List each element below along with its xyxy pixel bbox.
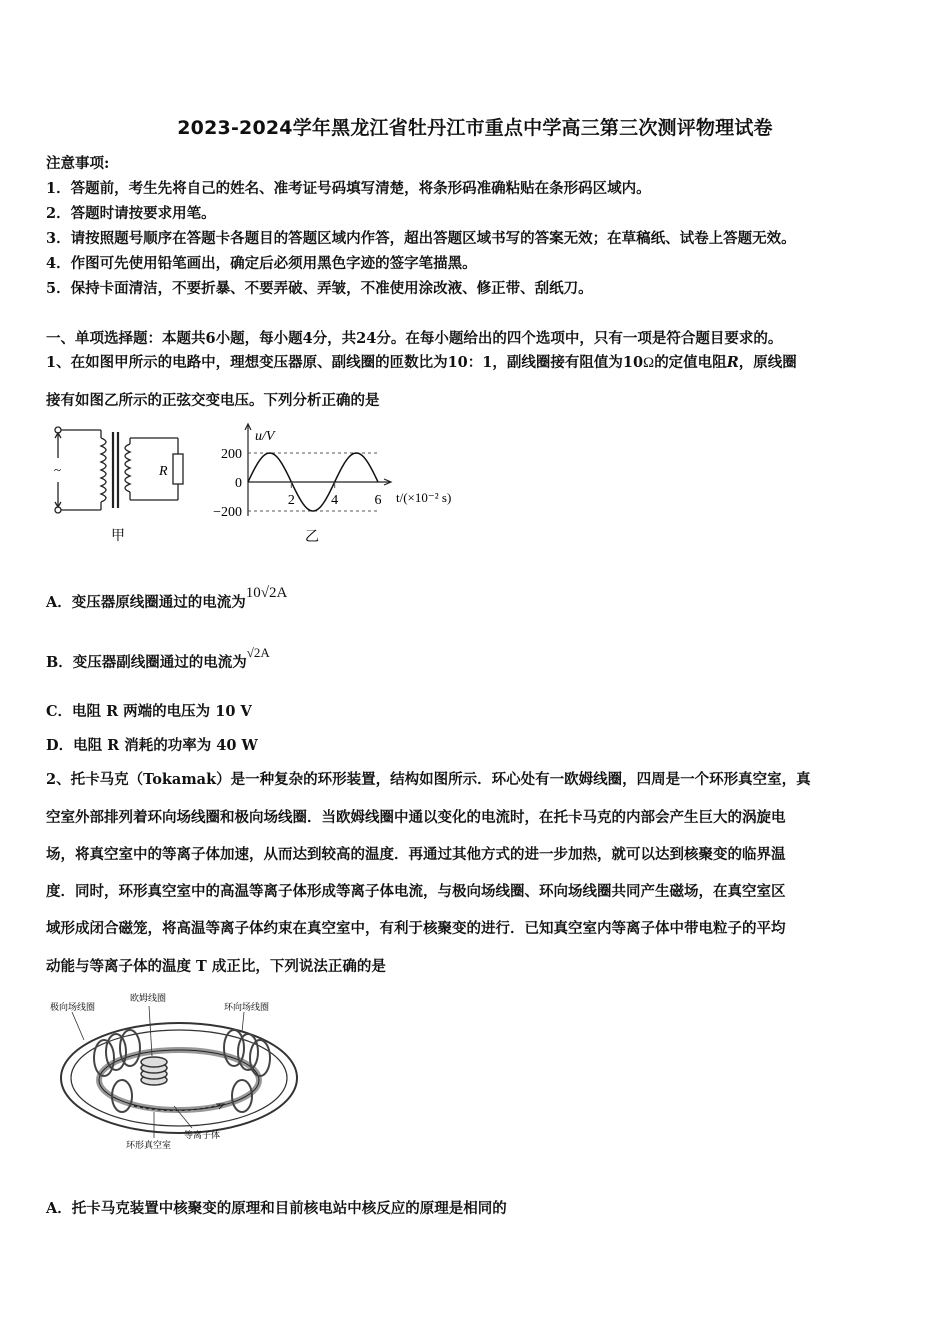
secondary-coil (125, 444, 130, 492)
page-title: 2023-2024学年黑龙江省牡丹江市重点中学高三第三次测评物理试卷 (177, 117, 773, 139)
voltage-sine-chart (200, 420, 480, 550)
y-axis-label: u/V (255, 429, 275, 444)
q2-line-1: 2、托卡马克（Tokamak）是一种复杂的环形装置，结构如图所示．环心处有一欧姆线圈，四周是一个环形真空室，真 (46, 771, 811, 788)
section-heading: 一、单项选择题：本题共6小题，每小题4分，共24分。在每小题给出的四个选项中，只有一项是符合题目要求的。 (46, 330, 783, 347)
q1-option-b[interactable] (46, 645, 270, 672)
notice-item-3: 3．请按照题号顺序在答题卡各题目的答题区域内作答，超出答题区域书写的答案无效；在草稿纸、试卷上答题无效。 (46, 230, 796, 247)
q1-option-c[interactable]: C．电阻 R 两端的电压为 10 V (46, 703, 252, 720)
label-plasma: 等离子体 (184, 1131, 221, 1141)
notice-item-2: 2．答题时请按要求用笔。 (46, 205, 216, 222)
option-a-text: A．变压器原线圈通过的电流为 (46, 594, 246, 611)
q1-line1-a: 1、在如图甲所示的电路中，理想变压器原、副线圈的匝数比为10：1，副线圈接有阻值为10 (46, 354, 644, 371)
notice-heading: 注意事项: (46, 155, 110, 172)
option-b-text: B．变压器副线圈通过的电流为 (46, 654, 247, 671)
x-tick-label: 4 (331, 493, 339, 508)
q2-line-6: 动能与等离子体的温度 T 成正比，下列说法正确的是 (46, 958, 386, 975)
y-tick-label: 0 (235, 476, 242, 491)
q1-line1-b: 的定值电阻 (654, 354, 727, 371)
q1-text-line1 (46, 351, 797, 372)
tokamak-figure (44, 988, 304, 1158)
q2-line-4: 度．同时，环形真空室中的高温等离子体形成等离子体电流，与极向场线圈、环向场线圈共同产生磁场，在真空室区 (46, 883, 786, 900)
label-poloidal-coil: 极向场线圈 (50, 1003, 96, 1013)
q2-option-a[interactable]: A．托卡马克装置中核聚变的原理和目前核电站中核反应的原理是相同的 (46, 1200, 507, 1217)
primary-coil (101, 438, 106, 502)
q1-text-line2: 接有如图乙所示的正弦交变电压。下列分析正确的是 (46, 392, 380, 409)
resistor (173, 454, 183, 484)
notice-item-1: 1．答题前，考生先将自己的姓名、准考证号码填写清楚，将条形码准确粘贴在条形码区域内。 (46, 180, 651, 197)
ohmic-coil-stack (141, 1057, 167, 1085)
q1-option-d[interactable]: D．电阻 R 消耗的功率为 40 W (46, 737, 258, 754)
figure-jia-label: 甲 (111, 528, 125, 544)
option-b-math: √2A (246, 645, 270, 660)
q1-resistor-symbol: R (726, 354, 739, 371)
x-axis-label: t/(×10⁻² s) (396, 490, 452, 505)
transformer-circuit-figure (46, 420, 196, 550)
notice-item-4: 4．作图可先使用铅笔画出，确定后必须用黑色字迹的签字笔描黑。 (46, 255, 477, 272)
x-tick-label: 2 (287, 493, 295, 508)
x-tick-label: 6 (374, 493, 382, 508)
figure-yi-label: 乙 (305, 529, 319, 545)
q1-line1-c: ，原线圈 (738, 354, 797, 371)
y-tick-label: −200 (213, 505, 242, 520)
label-vacuum-chamber: 环形真空室 (126, 1141, 172, 1151)
option-a-math: 10√2A (245, 585, 288, 601)
notice-item-5: 5．保持卡面清洁，不要折暴、不要弄破、弄皱，不准使用涂改液、修正带、刮纸刀。 (46, 280, 593, 297)
label-ohmic-coil: 欧姆线圈 (130, 994, 167, 1004)
q1-option-a[interactable] (46, 585, 288, 612)
ohm-symbol: Ω (643, 355, 655, 371)
label-toroidal-coil: 环向场线圈 (224, 1003, 270, 1013)
q2-line-3: 场，将真空室中的等离子体加速，从而达到较高的温度．再通过其他方式的进一步加热，就可以达到核聚变的临界温 (46, 846, 786, 863)
y-tick-label: 200 (221, 447, 242, 462)
resistor-label: R (159, 464, 168, 479)
ac-source-symbol: ~ (54, 462, 62, 477)
q2-line-5: 域形成闭合磁笼，将高温等离子体约束在真空室中，有利于核聚变的进行．已知真空室内等离子体中带电粒子的平均 (46, 920, 786, 937)
q2-line-2: 空室外部排列着环向场线圈和极向场线圈．当欧姆线圈中通以变化的电流时，在托卡马克的内部会产生巨大的涡旋电 (46, 809, 786, 826)
